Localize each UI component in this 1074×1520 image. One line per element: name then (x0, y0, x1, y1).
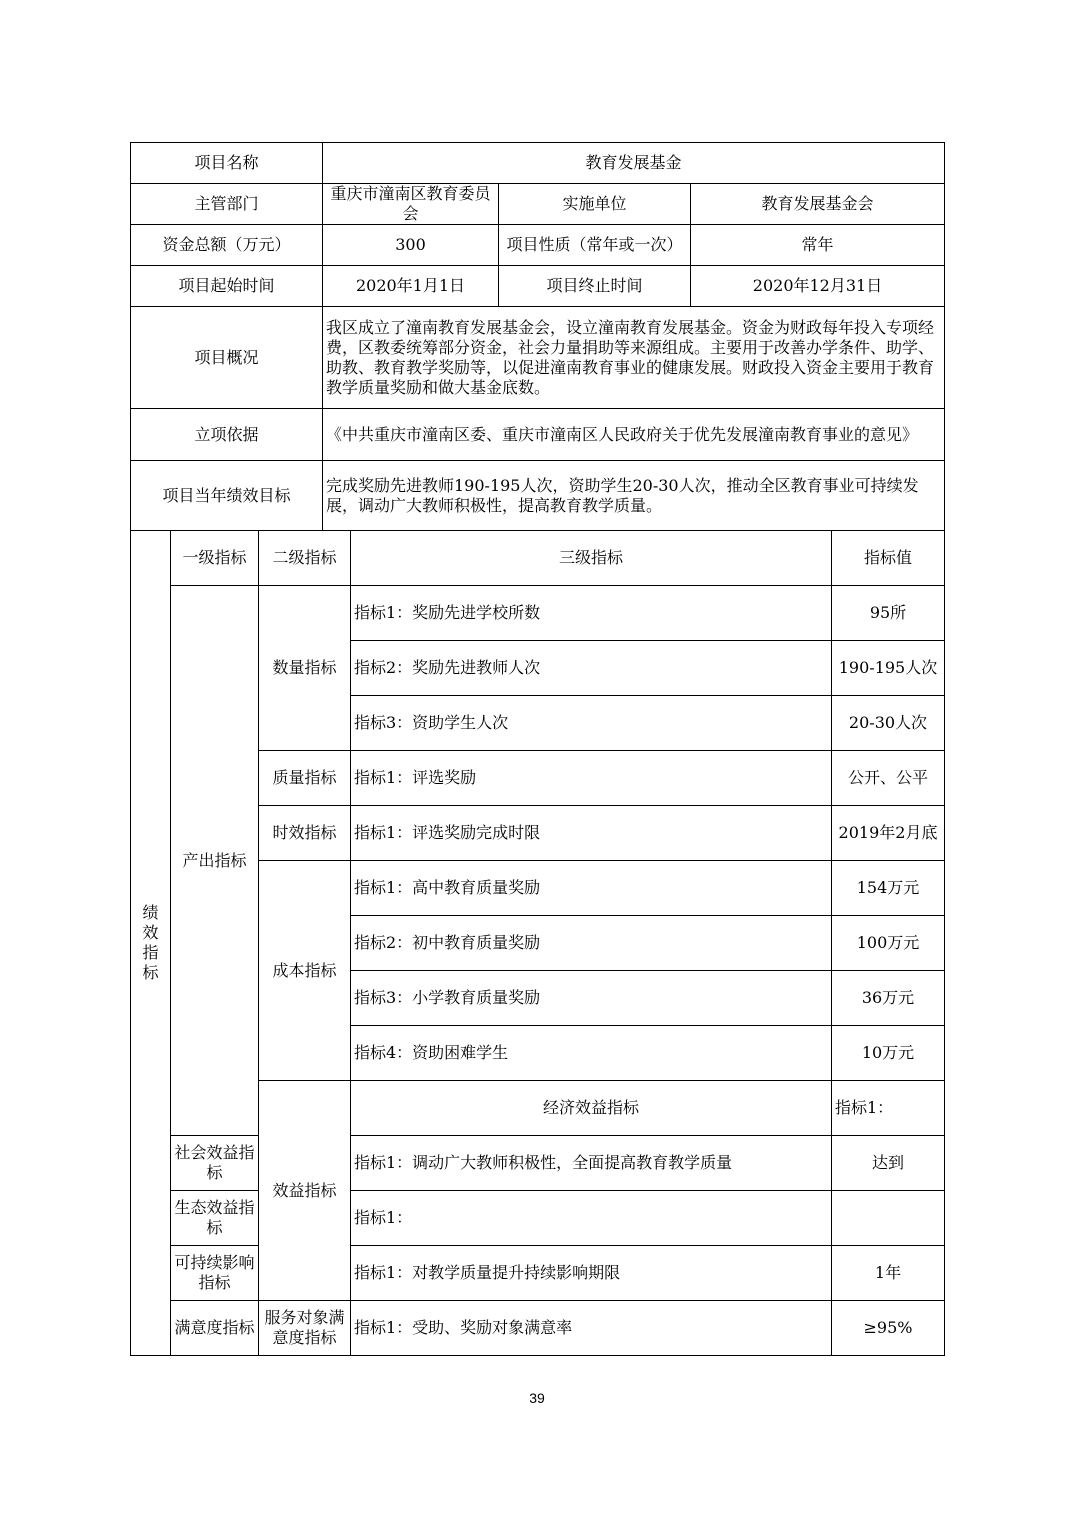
indicator-name: 指标1： (351, 1191, 832, 1246)
indicator-name: 指标1：调动广大教师积极性，全面提高教育教学质量 (351, 1136, 832, 1191)
project-nature-label: 项目性质（常年或一次） (499, 225, 691, 266)
total-fund-value: 300 (323, 225, 499, 266)
header-level1: 一级指标 (171, 531, 259, 586)
header-level2: 二级指标 (259, 531, 351, 586)
satisfaction-indicator-label: 满意度指标 (171, 1301, 259, 1356)
overview-label: 项目概况 (131, 307, 323, 409)
indicator-value: 1年 (832, 1246, 945, 1301)
cost-indicator-label: 成本指标 (259, 861, 351, 1081)
indicator-name: 指标1： (832, 1081, 945, 1136)
indicator-value: 20-30人次 (832, 696, 945, 751)
page-number: 39 (529, 1390, 545, 1406)
quality-indicator-label: 质量指标 (259, 751, 351, 806)
project-nature-value: 常年 (691, 225, 945, 266)
project-info-table (130, 142, 945, 531)
indicator-value: 190-195人次 (832, 641, 945, 696)
performance-side-label: 绩效指标 (131, 531, 171, 1356)
indicator-name: 指标2：奖励先进教师人次 (351, 641, 832, 696)
timeliness-indicator-label: 时效指标 (259, 806, 351, 861)
benefit-indicator-label: 效益指标 (259, 1081, 351, 1301)
end-time-label: 项目终止时间 (499, 266, 691, 307)
indicator-value: 95所 (832, 586, 945, 641)
start-time-label: 项目起始时间 (131, 266, 323, 307)
indicator-value: 公开、公平 (832, 751, 945, 806)
basis-label: 立项依据 (131, 409, 323, 461)
department-label: 主管部门 (131, 184, 323, 225)
ecological-benefit-label: 生态效益指标 (171, 1191, 259, 1246)
indicator-value (832, 1191, 945, 1246)
project-name-label: 项目名称 (131, 143, 323, 184)
indicator-name: 指标1：奖励先进学校所数 (351, 586, 832, 641)
performance-indicator-table (130, 530, 945, 1356)
annual-goal-label: 项目当年绩效目标 (131, 461, 323, 531)
indicator-name: 指标1：受助、奖励对象满意率 (351, 1301, 832, 1356)
start-time-value: 2020年1月1日 (323, 266, 499, 307)
output-indicator-label: 产出指标 (171, 586, 259, 1136)
indicator-name: 指标2：初中教育质量奖励 (351, 916, 832, 971)
indicator-name: 指标1：高中教育质量奖励 (351, 861, 832, 916)
total-fund-label: 资金总额（万元） (131, 225, 323, 266)
indicator-value: 2019年2月底 (832, 806, 945, 861)
header-value: 指标值 (832, 531, 945, 586)
header-level3: 三级指标 (351, 531, 832, 586)
indicator-name: 指标3：资助学生人次 (351, 696, 832, 751)
end-time-value: 2020年12月31日 (691, 266, 945, 307)
social-benefit-label: 社会效益指标 (171, 1136, 259, 1191)
economic-benefit-label: 经济效益指标 (351, 1081, 832, 1136)
sustainable-impact-label: 可持续影响指标 (171, 1246, 259, 1301)
annual-goal-value: 完成奖励先进教师190-195人次，资助学生20-30人次，推动全区教育事业可持续发展，调动广大教师积极性，提高教育教学质量。 (323, 461, 945, 531)
indicator-name: 指标1：评选奖励完成时限 (351, 806, 832, 861)
implementing-unit-label: 实施单位 (499, 184, 691, 225)
indicator-name: 指标3：小学教育质量奖励 (351, 971, 832, 1026)
basis-value: 《中共重庆市潼南区委、重庆市潼南区人民政府关于优先发展潼南教育事业的意见》 (323, 409, 945, 461)
indicator-name: 指标1：评选奖励 (351, 751, 832, 806)
indicator-value: 达到 (832, 1136, 945, 1191)
indicator-value: 36万元 (832, 971, 945, 1026)
indicator-name: 指标4：资助困难学生 (351, 1026, 832, 1081)
indicator-name: 指标1：对教学质量提升持续影响期限 (351, 1246, 832, 1301)
indicator-value: 10万元 (832, 1026, 945, 1081)
indicator-value: ≥95% (832, 1301, 945, 1356)
quantity-indicator-label: 数量指标 (259, 586, 351, 751)
department-value: 重庆市潼南区教育委员会 (323, 184, 499, 225)
overview-value: 我区成立了潼南教育发展基金会，设立潼南教育发展基金。资金为财政每年投入专项经费，区教委统筹部分资金，社会力量捐助等来源组成。主要用于改善办学条件、助学、助教、教育教学奖励等，以促进潼南教育事业的健康发展。财政投入资金主要用于教育教学质量奖励和做大基金底数。 (323, 307, 945, 409)
implementing-unit-value: 教育发展基金会 (691, 184, 945, 225)
service-satisfaction-label: 服务对象满意度指标 (259, 1301, 351, 1356)
project-name-value: 教育发展基金 (323, 143, 945, 184)
indicator-value: 100万元 (832, 916, 945, 971)
indicator-value: 154万元 (832, 861, 945, 916)
